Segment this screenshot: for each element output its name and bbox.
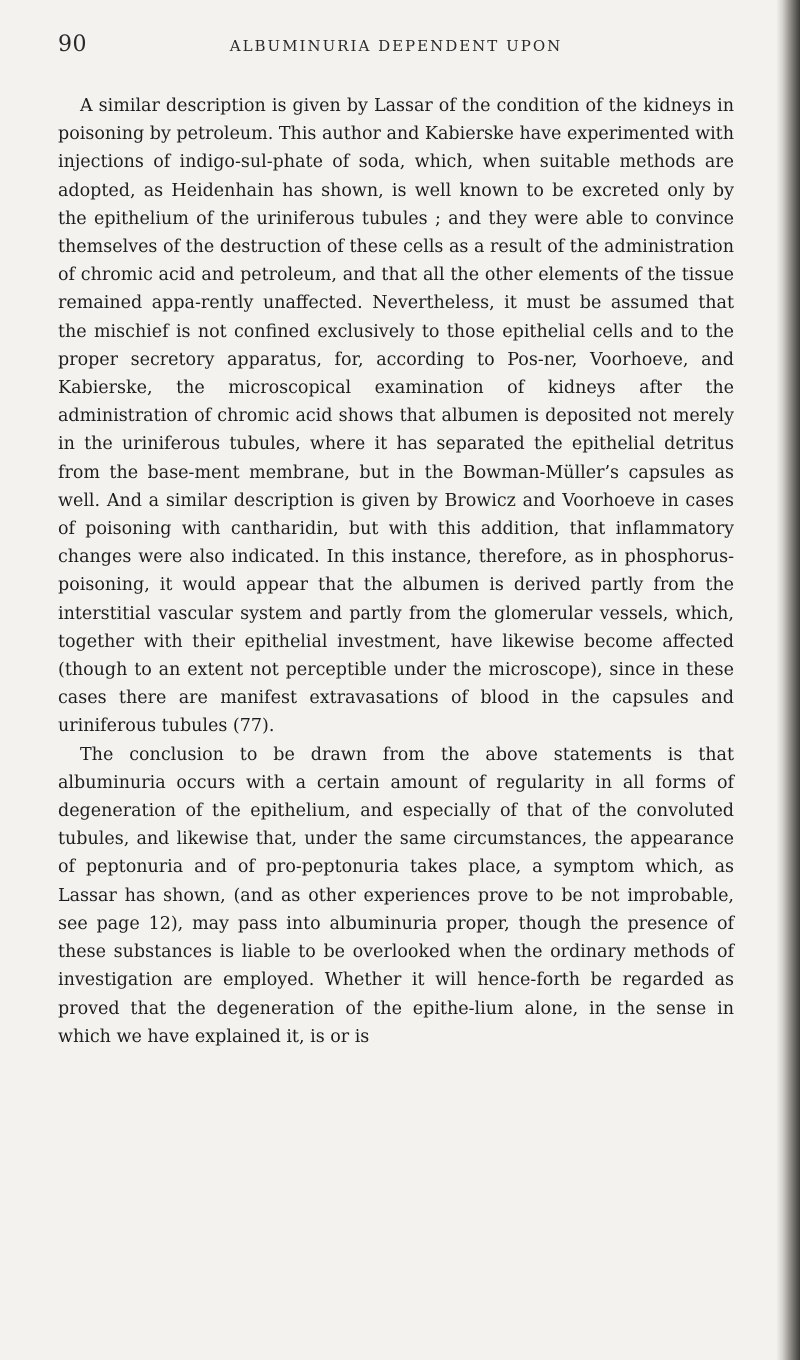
body-text: [58, 92, 734, 1051]
paragraph: The conclusion to be drawn from the above statements is that albuminuria occurs with a certain amount of regularity in all forms of degeneration of the epithelium, and especially of that of the convoluted tubules, and likewise that, under the same circumstances, the appearance of peptonuria and of pro-peptonuria takes place, a symptom which, as Lassar has shown, (and as other experiences prove to be not improbable, see page 12), may pass into albuminuria proper, though the presence of these substances is liable to be overlooked when the ordinary methods of investigation are employed. Whether it will hence-forth be regarded as proved that the degeneration of the epithe-lium alone, in the sense in which we have explained it, is or is: [58, 744, 734, 1047]
binding-shadow: [782, 0, 800, 1360]
page-number: 90: [58, 32, 87, 57]
running-head: ALBUMINURIA DEPENDENT UPON: [229, 37, 563, 55]
page-header: [58, 32, 734, 66]
paragraph: A similar description is given by Lassar of the condition of the kidneys in poisoning by petroleum. This author and Kabierske have experimented with injections of indigo-sul-phate of soda, which, when suitable methods are adopted, as Heidenhain has shown, is well known to be excreted only by the epithelium of the uriniferous tubules ; and they were able to convince themselves of the destruction of these cells as a result of the administration of chromic acid and petroleum, and that all the other elements of the tissue remained appa-rently unaffected. Nevertheless, it must be assumed that the mischief is not confined exclusively to those epithelial cells and to the proper secretory apparatus, for, according to Pos-ner, Voorhoeve, and Kabierske, the microscopical examination of kidneys after the administration of chromic acid shows that albumen is deposited not merely in the uriniferous tubules, where it has separated the epithelial detritus from the base-ment membrane, but in the Bowman-Müller’s capsules as well. And a similar description is given by Browicz and Voorhoeve in cases of poisoning with cantharidin, but with this addition, that inflammatory changes were also indicated. In this instance, therefore, as in phosphorus-poisoning, it would appear that the albumen is derived partly from the interstitial vascular system and partly from the glomerular vessels, which, together with their epithelial investment, have likewise become affected (though to an extent not perceptible under the microscope), since in these cases there are manifest extravasations of blood in the capsules and uriniferous tubules (77).: [58, 96, 734, 737]
